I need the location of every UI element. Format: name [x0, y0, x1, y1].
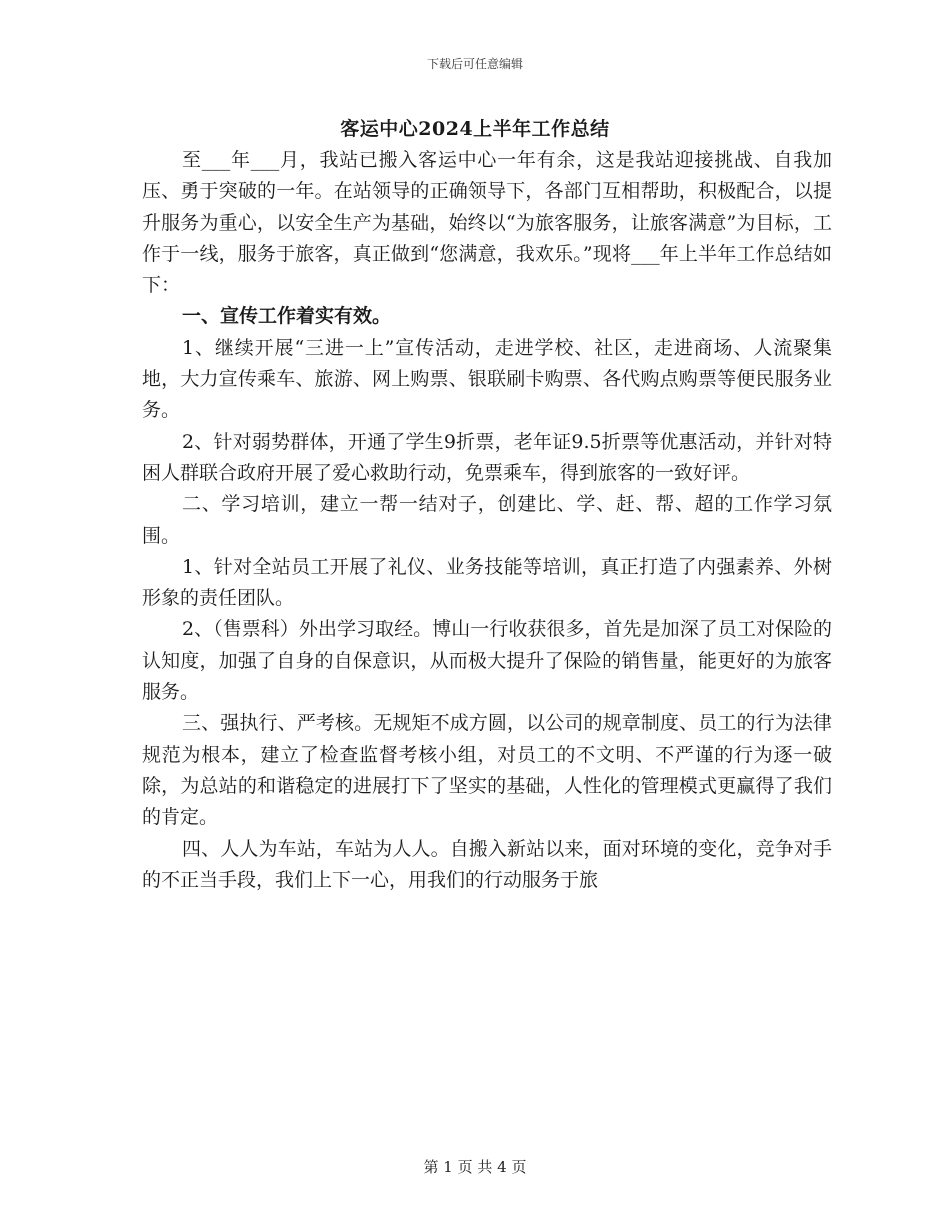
paragraph-training-2: 2、（售票科）外出学习取经。博山一行收获很多，首先是加深了员工对保险的认知度，加强了自身的自保意识，从而极大提升了保险的销售量，能更好的为旅客服务。: [142, 618, 832, 704]
paragraph-publicity-1: 1、继续开展“三进一上”宣传活动，走进学校、社区，走进商场、人流聚集地，大力宣传乘车、旅游、网上购票、银联刷卡购票、各代购点购票等便民服务业务。: [142, 336, 832, 422]
document-title: 客运中心2024上半年工作总结: [340, 118, 610, 140]
paragraph-execution: 三、强执行、严考核。无规矩不成方圆，以公司的规章制度、员工的行为法律规范为根本，建立了检查监督考核小组，对员工的不文明、不严谨的行为逐一破除，为总站的和谐稳定的进展打下了坚实的基础，人性化的管理模式更赢得了我们的肯定。: [142, 712, 832, 829]
section-heading-training: 二、学习培训，建立一帮一结对子，创建比、学、赶、帮、超的工作学习氛围。: [142, 493, 832, 547]
paragraph-intro: 至___年___月，我站已搬入客运中心一年有余，这是我站迎接挑战、自我加压、勇于突破的一年。在站领导的正确领导下，各部门互相帮助，积极配合，以提升服务为重心，以安全生产为基础，始终以“为旅客服务，让旅客满意”为目标，工作于一线，服务于旅客，真正做到“您满意，我欢乐。”现将___年上半年工作总结如下：: [142, 149, 832, 297]
paragraph-publicity-2: 2、针对弱势群体，开通了学生9折票，老年证9.5折票等优惠活动，并针对特困人群联合政府开展了爱心救助行动，免票乘车，得到旅客的一致好评。: [142, 430, 832, 484]
paragraph-training-1: 1、针对全站员工开展了礼仪、业务技能等培训，真正打造了内强素养、外树形象的责任团队。: [142, 555, 832, 610]
document-body: [142, 145, 832, 896]
paragraph-station: 四、人人为车站，车站为人人。自搬入新站以来，面对环境的变化，竞争对手的不正当手段，我们上下一心，用我们的行动服务于旅: [142, 837, 832, 891]
section-heading-publicity: 一、宣传工作着实有效。: [182, 305, 392, 328]
page-footer: 第 1 页 共 4 页: [423, 1158, 527, 1176]
header-note: 下载后可任意编辑: [426, 57, 523, 71]
